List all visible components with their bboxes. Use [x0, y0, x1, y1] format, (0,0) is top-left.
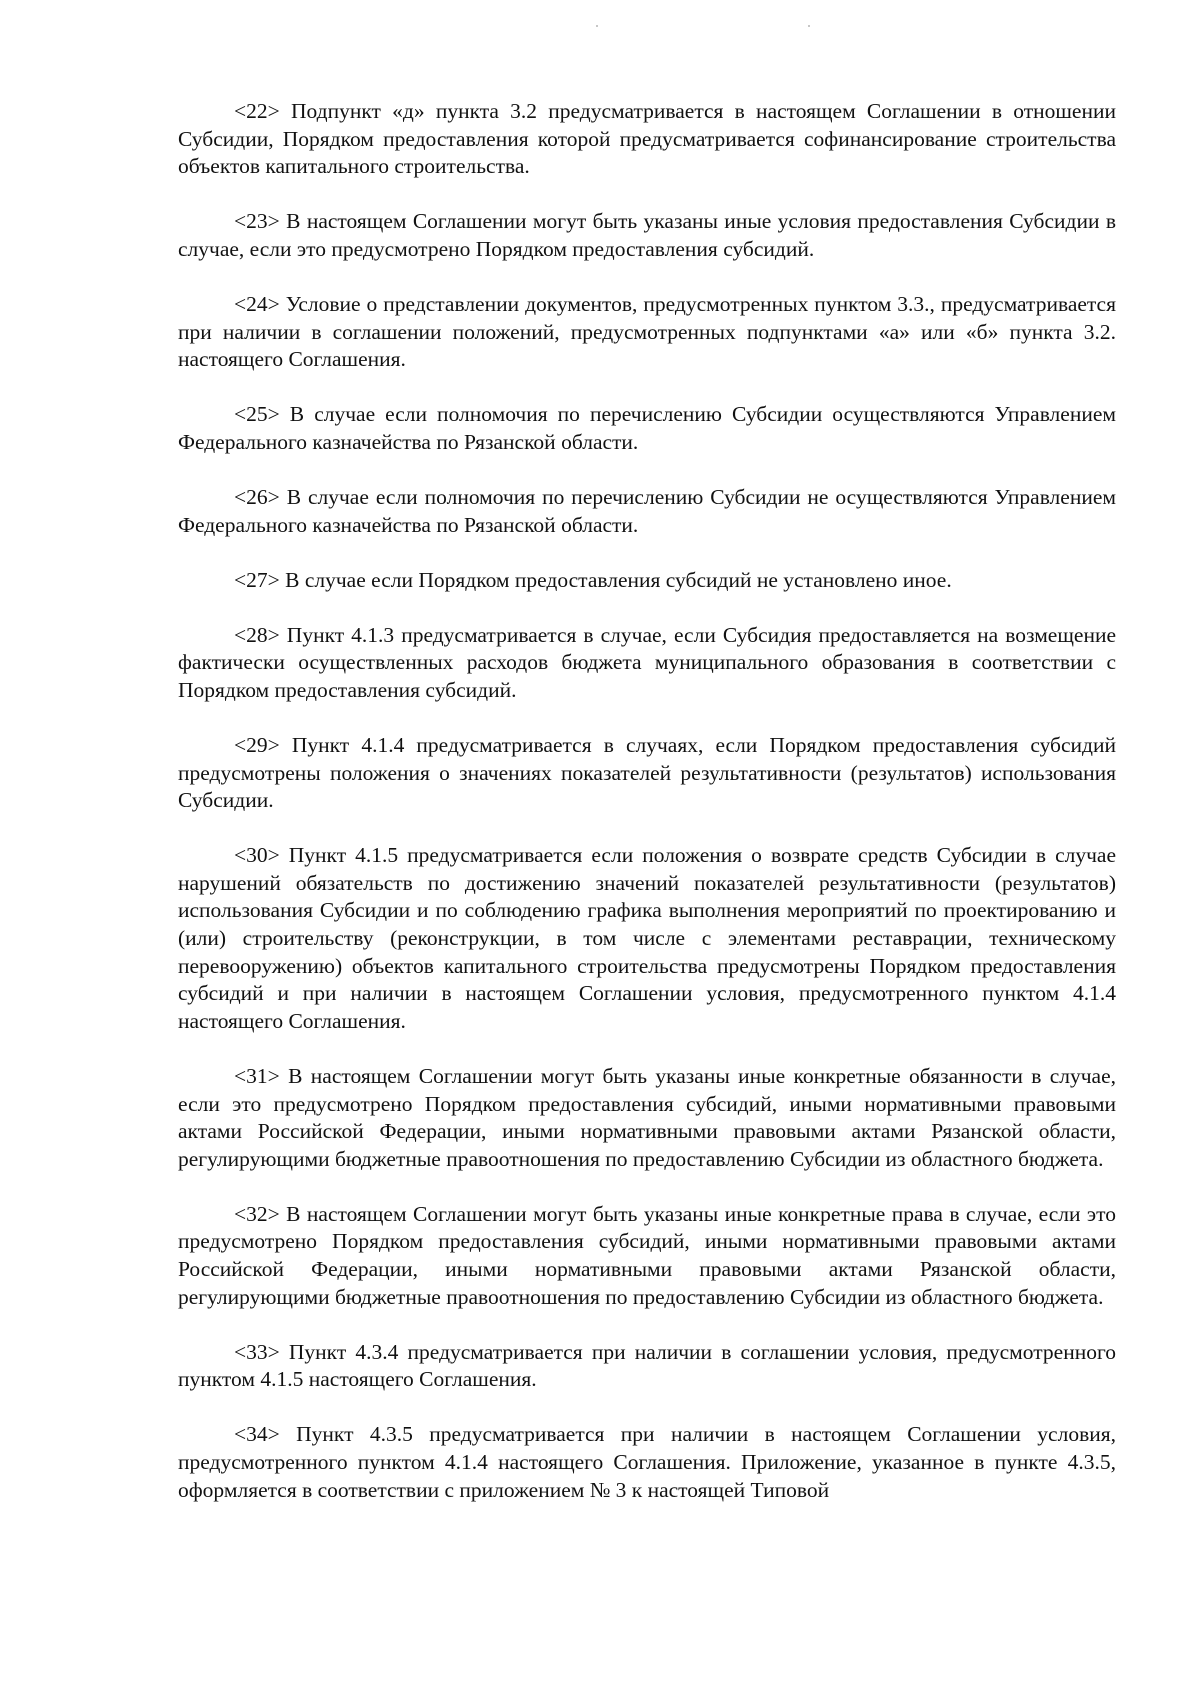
scan-speck — [808, 25, 810, 27]
footnote-26: <26> В случае если полномочия по перечислению Субсидии не осуществляются Управлением Федерального казначейства по Рязанской области. — [178, 484, 1116, 537]
footnote-31: <31> В настоящем Соглашении могут быть указаны иные конкретные обязанности в случае, если это предусмотрено Порядком предоставления субсидий, иными нормативными правовыми актами Российской Федерации, иными нормативными правовыми актами Рязанской области, регулирующими бюджетные правоотношения по предоставлению Субсидии из областного бюджета. — [178, 1063, 1116, 1171]
document-page — [178, 98, 1116, 1504]
footnote-27: <27> В случае если Порядком предоставления субсидий не установлено иное. — [234, 567, 952, 592]
footnote-32: <32> В настоящем Соглашении могут быть указаны иные конкретные права в случае, если это предусмотрено Порядком предоставления субсидий, иными нормативными правовыми актами Российской Федерации, иными нормативными правовыми актами Рязанской области, регулирующими бюджетные правоотношения по предоставлению Субсидии из областного бюджета. — [178, 1201, 1116, 1309]
footnote-34: <34> Пункт 4.3.5 предусматривается при наличии в настоящем Соглашении условия, предусмотренного пунктом 4.1.4 настоящего Соглашения. Приложение, указанное в пункте 4.3.5, оформляется в соответствии с приложением № 3 к настоящей Типовой — [178, 1422, 1116, 1502]
footnote-25: <25> В случае если полномочия по перечислению Субсидии осуществляются Управлением Федерального казначейства по Рязанской области. — [178, 402, 1116, 454]
scan-speck — [596, 25, 598, 27]
footnote-28: <28> Пункт 4.1.3 предусматривается в случае, если Субсидия предоставляется на возмещение фактически осуществленных расходов бюджета муниципального образования в соответствии с Порядком предоставления субсидий. — [178, 622, 1116, 702]
footnote-22: <22> Подпункт «д» пункта 3.2 предусматривается в настоящем Соглашении в отношении Субсидии, Порядком предоставления которой предусматривается софинансирование строительства объектов капитального строительства. — [178, 99, 1116, 179]
footnote-23: <23> В настоящем Соглашении могут быть указаны иные условия предоставления Субсидии в случае, если это предусмотрено Порядком предоставления субсидий. — [178, 209, 1116, 261]
footnote-24: <24> Условие о представлении документов, предусмотренных пунктом 3.3., предусматривается при наличии в соглашении положений, предусмотренных подпунктами «а» или «б» пункта 3.2. настоящего Соглашения. — [178, 291, 1116, 372]
footnote-30: <30> Пункт 4.1.5 предусматривается если положения о возврате средств Субсидии в случае нарушений обязательств по достижению значений показателей результативности (результатов) использования Субсидии и по соблюдению графика выполнения мероприятий по проектированию и (или) строительству (реконструкции, в том числе с элементами реставрации, техническому перевооружению) объектов капитального строительства предусмотрены Порядком предоставления субсидий и при наличии в настоящем Соглашении условия, предусмотренного пунктом 4.1.4 настоящего Соглашения. — [178, 843, 1116, 1033]
footnote-33: <33> Пункт 4.3.4 предусматривается при наличии в соглашении условия, предусмотренного пунктом 4.1.5 настоящего Соглашения. — [178, 1339, 1116, 1392]
footnote-29: <29> Пункт 4.1.4 предусматривается в случаях, если Порядком предоставления субсидий предусмотрены положения о значениях показателей результативности (результатов) использования Субсидии. — [178, 733, 1116, 813]
